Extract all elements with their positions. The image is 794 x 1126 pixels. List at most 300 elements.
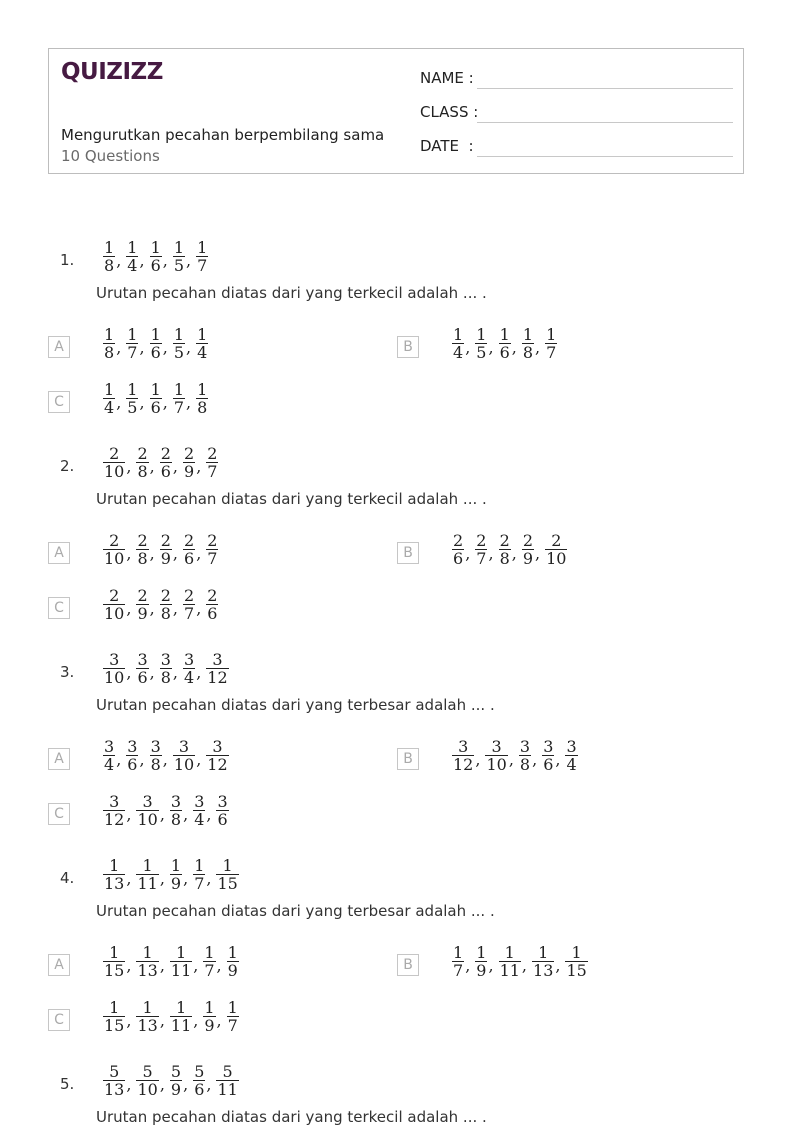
fraction-numerator: 3 [178, 737, 190, 756]
fraction-denominator: 10 [486, 755, 507, 774]
comma-separator: , [126, 663, 132, 682]
fraction-denominator: 9 [170, 874, 182, 893]
comma-separator: , [196, 750, 202, 769]
fraction-denominator: 4 [184, 668, 195, 687]
fraction-numerator: 2 [109, 531, 120, 550]
fraction-numerator: 1 [197, 238, 208, 257]
quizizz-logo: QUIZIZZ [61, 59, 163, 85]
fraction-denominator: 10 [104, 462, 125, 481]
fraction-denominator: 5 [127, 398, 138, 417]
fraction-numerator: 1 [109, 943, 120, 962]
fraction-numerator: 3 [458, 737, 469, 756]
fraction-numerator: 2 [184, 586, 195, 605]
fraction [103, 1063, 125, 1098]
fraction-list [452, 944, 588, 979]
comma-separator: , [186, 251, 192, 270]
fraction-numerator: 1 [175, 998, 187, 1017]
fraction-denominator: 10 [104, 604, 125, 623]
comma-separator: , [186, 338, 192, 357]
fraction-numerator: 1 [109, 856, 120, 875]
fraction [499, 944, 521, 979]
fraction-numerator: 3 [137, 650, 148, 669]
class-field[interactable] [420, 103, 733, 123]
comma-separator: , [149, 544, 155, 563]
fraction-numerator: 1 [204, 943, 215, 962]
fraction [103, 944, 125, 979]
fraction-denominator: 10 [546, 549, 567, 568]
comma-separator: , [475, 750, 481, 769]
name-line[interactable] [477, 88, 733, 89]
fraction-numerator: 3 [150, 737, 161, 756]
comma-separator: , [488, 338, 494, 357]
option-letter-box[interactable]: C [48, 391, 70, 413]
fraction [170, 999, 192, 1034]
fraction-numerator: 1 [142, 998, 153, 1017]
fraction-denominator: 6 [217, 810, 228, 829]
fraction-numerator: 1 [227, 943, 238, 962]
fraction-numerator: 3 [109, 792, 120, 811]
fraction [519, 738, 531, 773]
fraction-numerator: 2 [551, 531, 562, 550]
fraction-denominator: 15 [104, 961, 125, 980]
fraction-denominator: 4 [197, 343, 208, 362]
fraction-numerator: 5 [222, 1062, 233, 1081]
fraction-numerator: 2 [476, 531, 487, 550]
class-label: CLASS : [420, 103, 479, 121]
option-letter-box[interactable]: A [48, 542, 70, 564]
fraction-denominator: 7 [227, 1016, 238, 1035]
fraction-denominator: 13 [104, 874, 125, 893]
fraction-numerator: 2 [453, 531, 464, 550]
fraction [532, 944, 554, 979]
fraction [126, 326, 138, 361]
fraction [103, 587, 125, 622]
fraction [136, 651, 148, 686]
option-letter-box[interactable]: B [397, 748, 419, 770]
fraction [565, 738, 577, 773]
fraction [136, 999, 158, 1034]
comma-separator: , [139, 251, 145, 270]
fraction-denominator: 8 [519, 755, 531, 774]
fraction-denominator: 8 [104, 256, 115, 275]
comma-separator: , [535, 544, 541, 563]
fraction-denominator: 8 [137, 462, 148, 481]
comma-separator: , [159, 1075, 165, 1094]
fraction-numerator: 3 [194, 792, 205, 811]
comma-separator: , [193, 956, 199, 975]
option-letter-box[interactable]: A [48, 954, 70, 976]
option-letter-box[interactable]: B [397, 336, 419, 358]
fraction-numerator: 1 [227, 998, 238, 1017]
fraction [170, 793, 182, 828]
fraction-numerator: 3 [212, 737, 223, 756]
fraction [173, 738, 195, 773]
fraction-numerator: 1 [453, 325, 464, 344]
fraction-denominator: 12 [207, 668, 228, 687]
fraction-denominator: 8 [499, 549, 510, 568]
fraction [136, 793, 158, 828]
fraction-denominator: 7 [207, 549, 218, 568]
fraction-numerator: 1 [204, 998, 215, 1017]
fraction [206, 738, 228, 773]
comma-separator: , [183, 805, 189, 824]
fraction-numerator: 1 [127, 238, 138, 257]
comma-separator: , [521, 956, 528, 975]
question-number: 2. [60, 457, 75, 475]
comma-separator: , [149, 457, 155, 476]
fraction-numerator: 1 [476, 943, 487, 962]
fraction-numerator: 1 [499, 325, 510, 344]
fraction-denominator: 6 [150, 343, 161, 362]
fraction-numerator: 2 [184, 444, 195, 463]
comma-separator: , [139, 338, 145, 357]
fraction [103, 793, 125, 828]
comma-separator: , [196, 544, 202, 563]
fraction [203, 944, 215, 979]
fraction [545, 326, 557, 361]
fraction-numerator: 3 [104, 737, 115, 756]
fraction-numerator: 1 [175, 943, 187, 962]
fraction-numerator: 1 [150, 380, 161, 399]
fraction-denominator: 7 [197, 256, 208, 275]
question-number: 5. [60, 1075, 75, 1093]
fraction-numerator: 3 [491, 737, 502, 756]
fraction [216, 857, 238, 892]
comma-separator: , [206, 869, 212, 888]
fraction-numerator: 3 [543, 737, 554, 756]
fraction-denominator: 13 [137, 961, 158, 980]
worksheet-title: Mengurutkan pecahan berpembilang sama [61, 126, 385, 144]
fraction [216, 1063, 238, 1098]
comma-separator: , [116, 338, 122, 357]
comma-separator: , [216, 956, 222, 975]
fraction-list [103, 587, 218, 622]
fraction [203, 999, 215, 1034]
fraction-numerator: 3 [170, 792, 182, 811]
fraction-list [452, 738, 578, 773]
fraction-denominator: 8 [522, 343, 534, 362]
option-letter-box[interactable]: A [48, 748, 70, 770]
comma-separator: , [488, 956, 494, 975]
fraction-denominator: 8 [160, 604, 171, 623]
fraction [196, 326, 208, 361]
fraction [160, 532, 172, 567]
comma-separator: , [159, 805, 165, 824]
fraction-denominator: 6 [160, 462, 171, 481]
worksheet-header [48, 48, 744, 174]
fraction [227, 999, 239, 1034]
fraction-denominator: 9 [476, 961, 487, 980]
option-letter-box[interactable]: C [48, 803, 70, 825]
comma-separator: , [126, 1075, 132, 1094]
fraction-denominator: 9 [227, 961, 238, 980]
fraction-numerator: 2 [109, 586, 120, 605]
fraction [103, 857, 125, 892]
comma-separator: , [159, 869, 165, 888]
comma-separator: , [126, 599, 132, 618]
fraction-list [103, 793, 229, 828]
fraction [193, 793, 205, 828]
fraction-list [103, 239, 208, 274]
fraction-denominator: 6 [543, 755, 554, 774]
fraction [499, 532, 511, 567]
fraction [452, 532, 464, 567]
fraction-numerator: 2 [137, 444, 148, 463]
fraction-numerator: 3 [217, 792, 228, 811]
fraction [227, 944, 239, 979]
fraction-denominator: 7 [207, 462, 218, 481]
fraction-denominator: 8 [160, 668, 171, 687]
fraction [160, 651, 172, 686]
fraction-denominator: 4 [194, 810, 205, 829]
fraction-denominator: 8 [170, 810, 182, 829]
fraction [542, 738, 554, 773]
fraction [196, 381, 208, 416]
comma-separator: , [555, 750, 561, 769]
comma-separator: , [149, 663, 155, 682]
comma-separator: , [508, 750, 514, 769]
fraction-numerator: 1 [222, 856, 233, 875]
comma-separator: , [196, 663, 202, 682]
fraction-denominator: 7 [546, 343, 557, 362]
fraction [183, 651, 195, 686]
comma-separator: , [149, 599, 155, 618]
fraction-numerator: 1 [173, 325, 185, 344]
question-number: 1. [60, 251, 75, 269]
fraction-denominator: 12 [453, 755, 474, 774]
fraction-denominator: 6 [207, 604, 218, 623]
fraction-denominator: 15 [217, 874, 238, 893]
fraction-denominator: 10 [104, 549, 125, 568]
comma-separator: , [116, 393, 122, 412]
fraction-list [452, 326, 557, 361]
fraction-denominator: 10 [173, 755, 195, 774]
comma-separator: , [126, 457, 132, 476]
fraction [216, 793, 228, 828]
comma-separator: , [183, 1075, 189, 1094]
fraction-numerator: 3 [109, 650, 120, 669]
fraction [206, 532, 218, 567]
fraction-numerator: 2 [160, 586, 171, 605]
fraction-denominator: 10 [104, 668, 125, 687]
fraction-denominator: 8 [137, 549, 148, 568]
fraction [103, 381, 115, 416]
fraction [206, 651, 228, 686]
comma-separator: , [511, 338, 517, 357]
comma-separator: , [216, 1011, 222, 1030]
fraction-list [103, 999, 239, 1034]
comma-separator: , [196, 457, 202, 476]
fraction-numerator: 1 [150, 325, 161, 344]
fraction [475, 326, 487, 361]
fraction-denominator: 7 [184, 604, 195, 623]
fraction [103, 999, 125, 1034]
fraction [136, 944, 158, 979]
fraction-list [103, 532, 218, 567]
comma-separator: , [159, 1011, 165, 1030]
fraction-denominator: 10 [137, 1080, 158, 1099]
option-letter-box[interactable]: C [48, 597, 70, 619]
fraction-denominator: 9 [184, 462, 195, 481]
fraction-denominator: 11 [170, 961, 192, 980]
comma-separator: , [172, 599, 179, 618]
fraction-numerator: 1 [170, 856, 182, 875]
fraction-numerator: 2 [499, 531, 510, 550]
comma-separator: , [159, 956, 165, 975]
fraction-denominator: 11 [170, 1016, 192, 1035]
name-field[interactable] [420, 69, 733, 89]
comma-separator: , [511, 544, 517, 563]
fraction-denominator: 9 [160, 549, 171, 568]
fraction [545, 532, 567, 567]
fraction [173, 326, 185, 361]
fraction-denominator: 6 [499, 343, 510, 362]
question-text: Urutan pecahan diatas dari yang terbesar adalah ... . [96, 696, 495, 714]
comma-separator: , [126, 869, 132, 888]
fraction-denominator: 11 [137, 874, 158, 893]
fraction-list [452, 532, 567, 567]
comma-separator: , [555, 956, 561, 975]
fraction [452, 326, 464, 361]
fraction-denominator: 5 [476, 343, 487, 362]
fraction-numerator: 1 [476, 325, 487, 344]
fraction [206, 587, 218, 622]
fraction [206, 445, 218, 480]
fraction [126, 738, 138, 773]
fraction-denominator: 4 [566, 755, 577, 774]
fraction [150, 239, 162, 274]
comma-separator: , [172, 663, 179, 682]
fraction-numerator: 2 [160, 444, 171, 463]
fraction-list [103, 944, 239, 979]
fraction-list [103, 381, 208, 416]
comma-separator: , [126, 956, 132, 975]
fraction-denominator: 7 [173, 398, 185, 417]
fraction-denominator: 8 [150, 755, 161, 774]
fraction [452, 738, 474, 773]
fraction-denominator: 11 [217, 1080, 238, 1099]
fraction-denominator: 12 [104, 810, 125, 829]
fraction [126, 381, 138, 416]
comma-separator: , [172, 544, 179, 563]
fraction-denominator: 13 [104, 1080, 125, 1099]
question-text: Urutan pecahan diatas dari yang terkecil adalah ... . [96, 1108, 487, 1126]
fraction-denominator: 12 [207, 755, 228, 774]
comma-separator: , [126, 1011, 132, 1030]
fraction [103, 326, 115, 361]
fraction-numerator: 3 [184, 650, 195, 669]
comma-separator: , [126, 805, 132, 824]
date-field[interactable] [420, 137, 733, 157]
fraction-denominator: 5 [173, 256, 185, 275]
comma-separator: , [172, 457, 179, 476]
fraction [485, 738, 507, 773]
fraction-numerator: 2 [160, 531, 171, 550]
fraction-numerator: 2 [207, 531, 218, 550]
fraction-denominator: 7 [194, 874, 205, 893]
fraction-numerator: 1 [173, 238, 185, 257]
comma-separator: , [532, 750, 538, 769]
comma-separator: , [465, 338, 471, 357]
fraction-denominator: 9 [204, 1016, 215, 1035]
fraction-denominator: 6 [184, 549, 195, 568]
fraction-numerator: 2 [184, 531, 195, 550]
comma-separator: , [139, 750, 145, 769]
comma-separator: , [196, 599, 202, 618]
option-letter-box[interactable]: C [48, 1009, 70, 1031]
fraction-numerator: 3 [212, 650, 223, 669]
fraction-denominator: 13 [533, 961, 554, 980]
fraction [183, 587, 195, 622]
fraction [103, 239, 115, 274]
fraction-denominator: 11 [499, 961, 520, 980]
comma-separator: , [535, 338, 541, 357]
fraction-numerator: 5 [170, 1062, 182, 1081]
fraction-numerator: 1 [104, 325, 115, 344]
question-number: 4. [60, 869, 75, 887]
comma-separator: , [139, 393, 145, 412]
fraction [103, 532, 125, 567]
fraction-denominator: 7 [127, 343, 138, 362]
fraction-numerator: 3 [566, 737, 577, 756]
fraction-list [103, 651, 229, 686]
name-label: NAME : [420, 69, 474, 87]
fraction [136, 532, 148, 567]
fraction [136, 445, 148, 480]
fraction [499, 326, 511, 361]
comma-separator: , [193, 1011, 199, 1030]
fraction [150, 326, 162, 361]
date-line[interactable] [477, 156, 733, 157]
fraction-list [103, 445, 218, 480]
class-line[interactable] [477, 122, 733, 123]
comma-separator: , [162, 750, 168, 769]
fraction [565, 944, 587, 979]
fraction-numerator: 3 [519, 737, 531, 756]
comma-separator: , [116, 251, 122, 270]
fraction-numerator: 1 [109, 998, 120, 1017]
fraction-numerator: 2 [137, 586, 148, 605]
fraction-denominator: 6 [137, 668, 148, 687]
comma-separator: , [162, 251, 168, 270]
fraction-denominator: 9 [522, 549, 534, 568]
question-count: 10 Questions [61, 147, 160, 165]
question-text: Urutan pecahan diatas dari yang terkecil adalah ... . [96, 490, 487, 508]
fraction-denominator: 6 [453, 549, 464, 568]
fraction [136, 1063, 158, 1098]
option-letter-box[interactable]: B [397, 954, 419, 976]
question-text: Urutan pecahan diatas dari yang terbesar adalah ... . [96, 902, 495, 920]
fraction [160, 445, 172, 480]
fraction-denominator: 9 [137, 604, 148, 623]
fraction [173, 381, 185, 416]
fraction [183, 532, 195, 567]
fraction-denominator: 7 [204, 961, 215, 980]
fraction-numerator: 1 [504, 943, 515, 962]
fraction-numerator: 1 [453, 943, 464, 962]
fraction-numerator: 2 [137, 531, 148, 550]
comma-separator: , [116, 750, 122, 769]
fraction [160, 587, 172, 622]
fraction-numerator: 5 [142, 1062, 153, 1081]
fraction-denominator: 15 [104, 1016, 125, 1035]
fraction [170, 857, 182, 892]
option-letter-box[interactable]: B [397, 542, 419, 564]
fraction-denominator: 10 [137, 810, 158, 829]
fraction-denominator: 15 [566, 961, 587, 980]
option-letter-box[interactable]: A [48, 336, 70, 358]
fraction-denominator: 6 [150, 256, 161, 275]
